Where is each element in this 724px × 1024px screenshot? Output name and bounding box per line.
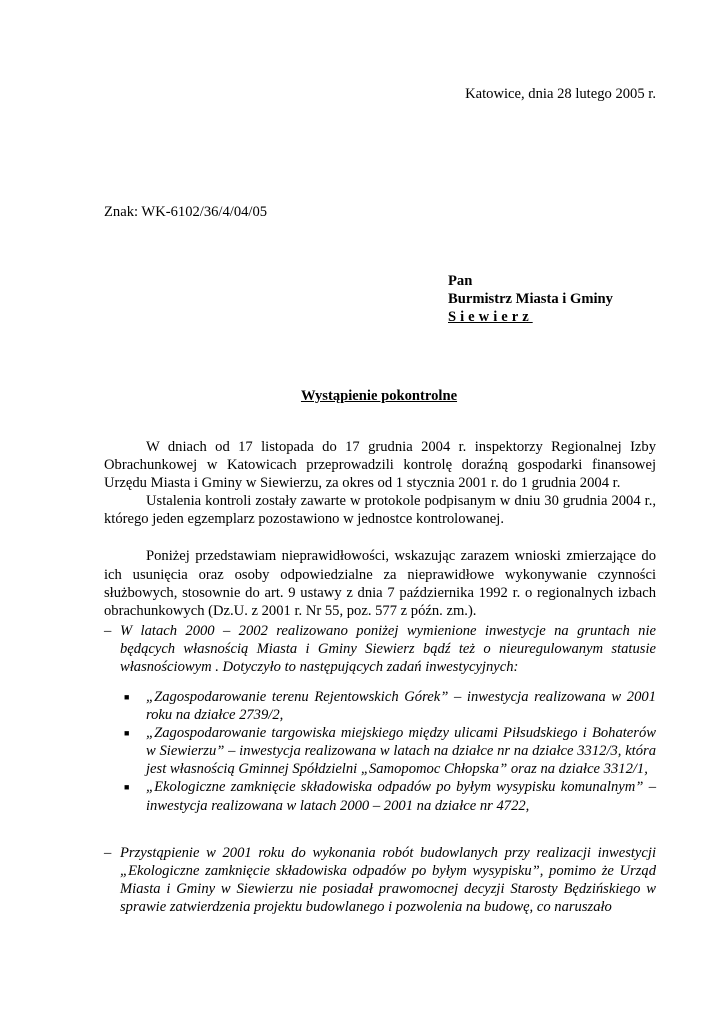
- recipient-title: Burmistrz Miasta i Gminy: [448, 291, 613, 307]
- document-title: Wystąpienie pokontrolne: [300, 388, 458, 404]
- body-text: [104, 438, 656, 620]
- recipient-salutation: Pan: [448, 273, 473, 289]
- bullet-marker: ■: [124, 782, 130, 793]
- reference-number: Znak: WK-6102/36/4/04/05: [104, 204, 268, 220]
- paragraph-intro: W dniach od 17 listopada do 17 grudnia 2004 r. inspektorzy Regionalnej Izby Obrachunkowej w Katowicach przeprowadzili kontrolę doraźną gospodarki finansowej Urzędu Miasta i Gminy w Siewierzu, za okres od 1 stycznia 2001 r. do 1 grudnia 2004 r.: [104, 439, 656, 492]
- finding-item: [104, 844, 656, 916]
- finding-text: Przystąpienie w 2001 roku do wykonania robót budowlanych przy realizacji inwestycji „Ekologiczne zamknięcie składowiska odpadów po byłym wysypisku”, pomimo że Urząd Miasta i Gminy w Siewierzu nie posiadał prawomocnej decyzji Starosty Będzińskiego w sprawie zatwierdzenia projektu budowlanego i pozwolenia na budowę, co naruszało: [120, 845, 656, 916]
- paragraph-protocol: Ustalenia kontroli zostały zawarte w protokole podpisanym w dniu 30 grudnia 2004 r., którego jeden egzemplarz pozostawiono w jednostce kontrolowanej.: [104, 493, 656, 528]
- bullet-marker: ■: [124, 728, 130, 739]
- recipient-block: [448, 272, 613, 326]
- list-item: [124, 724, 656, 778]
- list-item: [124, 778, 656, 814]
- finding-text: W latach 2000 – 2002 realizowano poniżej wymienione inwestycje na gruntach nie będących własnością Miasta i Gminy Siewierz bądź też o nieuregulowanym statusie własnościowym . Dotyczyło to następujących zadań inwestycyjnych:: [120, 623, 656, 676]
- list-item: [124, 688, 656, 724]
- investment-text: „Zagospodarowanie targowiska miejskiego między ulicami Piłsudskiego i Bohaterów w Siewierzu” – inwestycja realizowana w latach na działce nr na działce 3312/3, która jest własnością Gminnej Spółdzielni „Samopomoc Chłopska” oraz na działce 3312/1,: [146, 725, 656, 778]
- recipient-city: Siewierz: [448, 309, 533, 325]
- investment-text: „Ekologiczne zamknięcie składowiska odpadów po byłym wysypisku komunalnym” – inwestycja realizowana w latach 2000 – 2001 na działce nr 4722,: [146, 779, 656, 814]
- finding-item: [104, 622, 656, 676]
- investment-list: [124, 688, 656, 815]
- investment-text: „Zagospodarowanie terenu Rejentowskich Górek” – inwestycja realizowana w 2001 roku na działce 2739/2,: [146, 689, 656, 724]
- bullet-marker: ■: [124, 692, 130, 702]
- dash-marker: –: [104, 845, 112, 861]
- paragraph-irregularities: Poniżej przedstawiam nieprawidłowości, wskazując zarazem wnioski zmierzające do ich usunięcia oraz osoby odpowiedzialne za nieprawidłowe wykonywanie czynności służbowych, stosownie do art. 9 ustawy z dnia 7 października 1992 r. o regionalnych izbach obrachunkowych (Dz.U. z 2001 r. Nr 55, poz. 577 z późn. zm.).: [104, 548, 656, 619]
- dash-marker: –: [104, 623, 112, 639]
- date-line: Katowice, dnia 28 lutego 2005 r.: [465, 86, 656, 102]
